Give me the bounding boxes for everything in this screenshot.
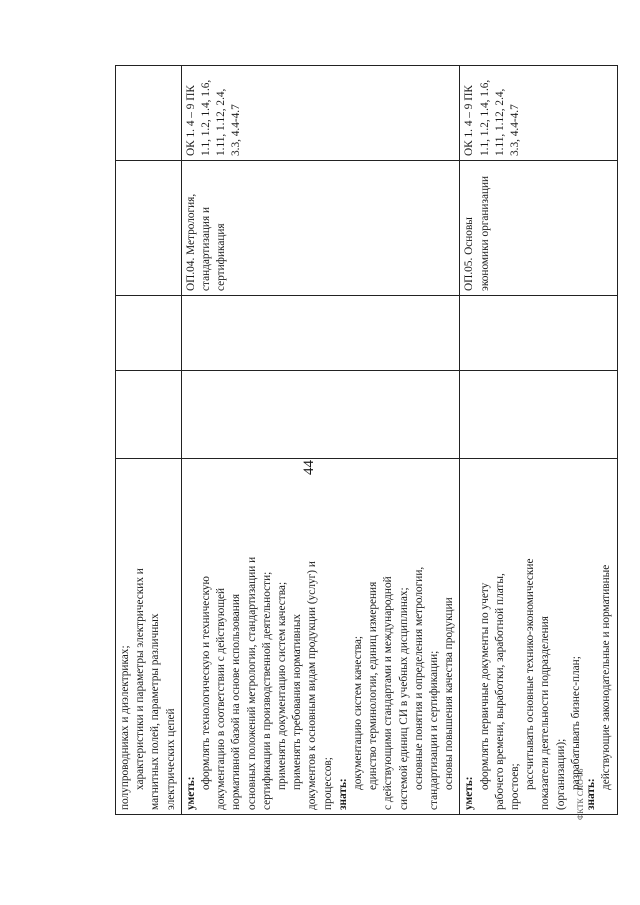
row-1-znat-line-5: стандартизации и сертификации;	[428, 650, 441, 810]
row-2-umet-line-6: разрабатывать бизнес-план;	[569, 656, 582, 790]
row-0-discipline-cell	[116, 161, 182, 296]
row-1-znat-line-0: документацию систем качества;	[352, 635, 365, 790]
row-2-umet-line-5: (организации);	[554, 738, 567, 810]
row-1-znat-line-3: системой единиц СИ в учебных дисциплинах;	[397, 587, 410, 810]
row-1-znat-line-6: основы повышения качества продукции	[443, 597, 456, 790]
row-1-znat-line-4: основные понятия и определения метрологии,	[412, 566, 425, 790]
row-1-umet-line-6: применять требования нормативных	[291, 613, 304, 790]
row-2-empty-cell-2	[460, 296, 617, 371]
row-2-competency-cell: ОК 1. 4 – 9 ПК 1.1, 1.2, 1.4, 1.6, 1.11, 1.12, 2.4, 3.3, 4.4-4.7	[460, 66, 617, 161]
row-1-umet-line-4: сертификации в производственной деятельности;	[260, 571, 273, 810]
row-1-discipline-cell: ОП.04. Метрология, стандартизация и сертификация	[181, 161, 460, 296]
row-1-znat-line-1: единство терминологии, единиц измерения	[367, 581, 380, 790]
row-1-umet-line-5: применять документацию систем качества;	[276, 581, 289, 790]
row-1-umet-line-1: документацию в соответствии с действующей	[215, 587, 228, 810]
row-2-umet-line-0: оформлять первичные документы по учету	[478, 582, 491, 790]
table-row	[460, 66, 617, 815]
row-2-umet-label: уметь:	[463, 776, 476, 810]
row-1-umet-line-8: процессов;	[321, 757, 334, 810]
page-number: 44	[301, 460, 317, 475]
row-1-umet-label: уметь:	[184, 776, 197, 810]
row-2-discipline-cell: ОП.05. Основы экономики организации	[460, 161, 617, 296]
row-2-text-cell	[460, 459, 617, 815]
row-0-empty-cell-1	[116, 371, 182, 459]
footer-code: ФКТК СПО-06	[576, 768, 585, 820]
row-2-znat-line-0: действующие законодательные и нормативные	[600, 564, 613, 790]
row-0-line-1: характеристики и параметры электрических и	[134, 568, 147, 790]
table-row	[116, 66, 182, 815]
row-1-umet-line-7: документов к основным видам продукции (услуг) и	[306, 561, 319, 810]
competency-table	[115, 65, 618, 815]
row-1-umet-line-3: основных положений метрологии, стандартизации и	[245, 556, 258, 810]
row-0-line-2: магнитных полей, параметры различных	[149, 613, 162, 810]
row-0-empty-cell-2	[116, 296, 182, 371]
row-2-umet-line-1: рабочего времени, выработки, заработной платы,	[493, 573, 506, 810]
row-1-empty-cell-2	[181, 296, 460, 371]
row-0-competency-cell	[116, 66, 182, 161]
row-2-empty-cell-1	[460, 371, 617, 459]
row-1-competency-cell: ОК 1. 4 – 9 ПК 1.1, 1.2, 1.4, 1.6, 1.11, 1.12, 2.4, 3.3, 4.4-4.7	[181, 66, 460, 161]
row-2-umet-line-4: показатели деятельности подразделения	[539, 616, 552, 810]
row-1-empty-cell-1	[181, 371, 460, 459]
row-2-znat-label: знать:	[585, 778, 598, 810]
row-2-umet-line-2: простоев;	[509, 763, 522, 810]
row-1-umet-line-0: оформлять технологическую и техническую	[200, 575, 213, 790]
row-1-umet-line-2: нормативной базой на основе использования	[230, 593, 243, 810]
table-row	[181, 66, 460, 815]
row-1-znat-label: знать:	[336, 778, 349, 810]
row-1-znat-line-2: с действующими стандартами и международной	[382, 576, 395, 810]
row-0-text-cell	[116, 459, 182, 815]
row-1-text-cell	[181, 459, 460, 815]
row-0-line-3: электрических цепей	[164, 708, 177, 810]
row-2-umet-line-3: рассчитывать основные технико-экономические	[524, 558, 537, 790]
row-0-line-0: полупроводниках и диэлектриках;	[119, 645, 131, 810]
